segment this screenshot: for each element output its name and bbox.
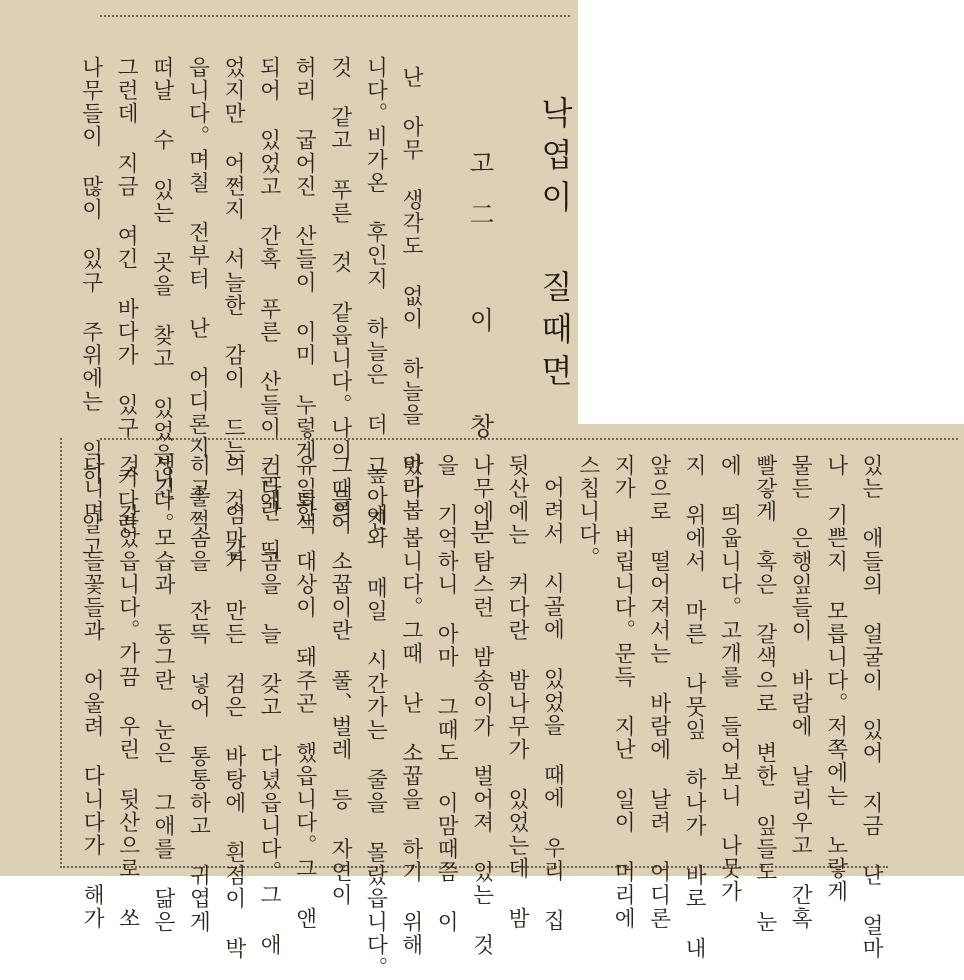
lower-body-column: 물든 은행잎들이 바람에 날리우고 간혹 <box>787 454 813 930</box>
lower-body-column: 것 같았읍니다。가끔 우린 뒷산으로 쏘 <box>115 454 141 930</box>
left-dotted-rule <box>60 438 62 868</box>
lower-body-column: 히고 솜을 잔뜩 넣어 통통하고 귀엽게 <box>185 454 211 934</box>
upper-body-column: 떠날 수 있는 곳을 찾고 있었읍니다。 <box>149 56 175 536</box>
lower-body-column: 지가 버립니다。문득 지난 일이 머리에 <box>610 454 636 930</box>
upper-body-column: 난 아무 생각도 없이 하늘을 바라봅 <box>398 66 424 523</box>
lower-body-column: 지 위에서 마른 나뭇잎 하나가 바로 내 <box>681 454 707 961</box>
lower-body-column: 뒷산에는 커다란 밤나무가 있었는데 밤 <box>504 454 530 930</box>
lower-body-column: 커다란 곰을 늘 갖고 다녔읍니다。그 애 <box>256 454 282 957</box>
lower-body-column: 의 엄마가 만든 검은 바탕에 흰점이 박 <box>221 454 247 961</box>
lower-body-column: 었나 봅니다。그때 난 소꿉을 하기 위해 <box>398 454 424 957</box>
lower-body-column: 앞으로 떨어져서는 바람에 날려 어디론 <box>646 454 672 930</box>
upper-body-column: 것 같고 푸른 것 같읍니다。나이 들어 <box>327 56 353 536</box>
lower-body-column: 을 기억하니 아마 그때도 이맘때쯤 이 <box>433 454 459 934</box>
top-dotted-rule <box>100 15 570 17</box>
upper-body-column: 그런데 지금 여긴 바다가 있구 커다란 <box>113 56 139 536</box>
upper-body-column: 니다。비가온 후인지 하늘은 더 높아진 <box>362 56 388 532</box>
lower-body-column: 있는 애들의 얼굴이 있어 지금 난 얼마 <box>858 454 884 961</box>
lower-body-column: 어려서 시골에 있었을 때에 우리 집 <box>539 476 565 933</box>
upper-body-column: 되어 있었고 간혹 푸른 산들이 눈에 띄 <box>256 56 282 563</box>
lower-body-column: 에 띄웁니다。고개를 들어보니 나뭇가 <box>716 454 742 904</box>
lower-body-column: 그 애와 매일 시간가는 줄을 몰랐읍니다。 <box>362 454 388 980</box>
lower-body-column: 생긴 모습과 동그란 눈은 그애를 닮은 <box>150 454 176 934</box>
upper-body-column: 허리 굽어진 산들이 이미 누렇게 퇴색 <box>291 56 317 536</box>
lower-body-column: 나 기쁜지 모릅니다。저쪽에는 노랗게 <box>823 454 849 904</box>
lower-body-column: 나무에 탐스런 밤송이가 벌어져 있는 것 <box>469 454 495 957</box>
lower-body-column: 다니며 들꽃들과 어울려 다니다가 해가 <box>79 454 105 930</box>
upper-body-column: 읍니다。며칠 전부터 난 어디론지 훌쩍 <box>184 56 210 532</box>
article-author: 고二 이 창 분 <box>466 150 495 570</box>
upper-body-column: 나무들이 많이 있구 주위에는 익히 알고 <box>78 56 104 559</box>
lower-body-column: 빨갛게 혹은 갈색으로 변한 잎들도 눈 <box>752 454 778 934</box>
lower-body-column: 스칩니다。 <box>575 454 601 570</box>
article-title: 낙엽이 질때면 <box>536 96 574 396</box>
lower-body-column: 유일한 대상이 돼주곤 했읍니다。그 앤 <box>292 454 318 930</box>
lower-body-column: 그때의 소꿉이란 풀、벌레 등 자연이 <box>327 454 353 907</box>
upper-body-column: 었지만 어쩐지 서늘한 감이 드는 것 같 <box>220 56 246 563</box>
